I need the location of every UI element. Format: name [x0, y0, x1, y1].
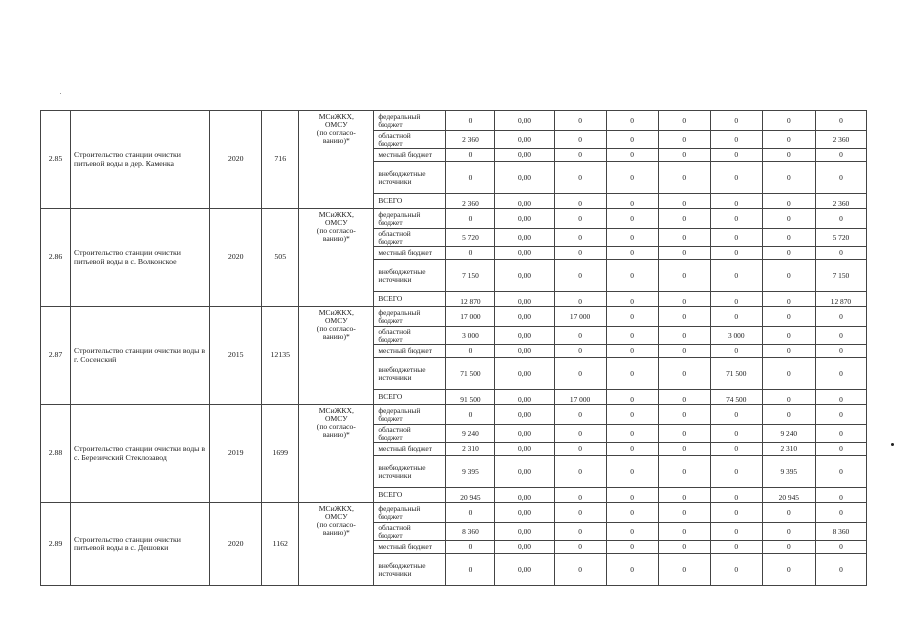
funding-value: 0 [606, 194, 658, 209]
funding-value: 0 [554, 194, 606, 209]
funding-value: 0 [446, 345, 495, 358]
funding-value: 0 [446, 247, 495, 260]
funding-value: 0 [815, 327, 866, 345]
funding-value: 0,00 [495, 131, 554, 149]
funding-value: 17 000 [554, 390, 606, 405]
table-row [41, 307, 867, 327]
item-number: 2.86 [41, 209, 71, 307]
funding-value: 0 [762, 554, 815, 586]
funding-value: 0 [710, 523, 762, 541]
funding-source-label: внебюджетные источники [374, 358, 446, 390]
funding-value: 0 [762, 111, 815, 131]
item-executor: МСиЖКХ, ОМСУ (по согласо- ванию)* [299, 307, 374, 405]
funding-value: 0 [762, 523, 815, 541]
funding-value: 0 [606, 541, 658, 554]
funding-value: 0 [658, 111, 710, 131]
funding-value: 0 [446, 162, 495, 194]
funding-value: 0 [658, 131, 710, 149]
funding-value: 0 [606, 162, 658, 194]
funding-value: 0 [446, 541, 495, 554]
funding-value: 0 [658, 292, 710, 307]
funding-value: 0 [710, 111, 762, 131]
funding-value: 0 [815, 209, 866, 229]
item-number: 2.88 [41, 405, 71, 503]
item-name: Строительство станции очистки питьевой воды в с. Волконское [71, 209, 210, 307]
funding-value: 0 [710, 247, 762, 260]
funding-source-label: федеральный бюджет [374, 405, 446, 425]
funding-source-label: областной бюджет [374, 229, 446, 247]
funding-value: 0 [658, 209, 710, 229]
funding-value: 0 [658, 307, 710, 327]
funding-source-label: ВСЕГО [374, 488, 446, 503]
funding-value: 0 [658, 345, 710, 358]
funding-value: 0 [554, 111, 606, 131]
item-name: Строительство станции очистки питьевой воды в дер. Каменка [71, 111, 210, 209]
funding-value: 0 [710, 443, 762, 456]
funding-value: 0 [815, 390, 866, 405]
item-executor: МСиЖКХ, ОМСУ (по согласо- ванию)* [299, 405, 374, 503]
funding-value: 0 [554, 456, 606, 488]
funding-value: 0 [554, 503, 606, 523]
funding-value: 0 [762, 229, 815, 247]
funding-value: 0 [762, 209, 815, 229]
funding-value: 9 395 [762, 456, 815, 488]
item-year: 2020 [210, 209, 262, 307]
funding-value: 0 [710, 292, 762, 307]
funding-value: 0 [606, 131, 658, 149]
funding-value: 0 [446, 111, 495, 131]
funding-value: 0 [710, 162, 762, 194]
funding-value: 0 [762, 131, 815, 149]
funding-value: 0,00 [495, 327, 554, 345]
funding-value: 0 [658, 443, 710, 456]
funding-value: 2 360 [446, 194, 495, 209]
funding-value: 0 [710, 345, 762, 358]
item-capacity: 505 [262, 209, 299, 307]
funding-value: 0 [554, 247, 606, 260]
funding-value: 0 [815, 307, 866, 327]
item-number: 2.87 [41, 307, 71, 405]
item-capacity: 1162 [262, 503, 299, 586]
funding-value: 0 [815, 488, 866, 503]
funding-value: 2 310 [762, 443, 815, 456]
funding-value: 0 [554, 149, 606, 162]
funding-value: 0,00 [495, 503, 554, 523]
funding-value: 7 150 [446, 260, 495, 292]
funding-value: 0 [710, 149, 762, 162]
funding-value: 0 [446, 209, 495, 229]
funding-value: 0 [658, 162, 710, 194]
funding-source-label: внебюджетные источники [374, 456, 446, 488]
funding-value: 0 [762, 541, 815, 554]
funding-value: 0 [815, 503, 866, 523]
item-executor: МСиЖКХ, ОМСУ (по согласо- ванию)* [299, 111, 374, 209]
funding-value: 17 000 [446, 307, 495, 327]
funding-value: 0 [554, 541, 606, 554]
funding-value: 0 [658, 523, 710, 541]
funding-value: 0 [658, 194, 710, 209]
funding-value: 7 150 [815, 260, 866, 292]
funding-value: 2 360 [815, 194, 866, 209]
funding-value: 0,00 [495, 554, 554, 586]
funding-value: 0 [554, 405, 606, 425]
item-capacity: 1699 [262, 405, 299, 503]
funding-value: 0,00 [495, 488, 554, 503]
funding-value: 0,00 [495, 162, 554, 194]
funding-value: 0 [606, 260, 658, 292]
funding-source-label: местный бюджет [374, 541, 446, 554]
funding-value: 0 [658, 554, 710, 586]
item-year: 2019 [210, 405, 262, 503]
funding-value: 0 [710, 456, 762, 488]
funding-value: 0 [554, 443, 606, 456]
item-executor: МСиЖКХ, ОМСУ (по согласо- ванию)* [299, 503, 374, 586]
funding-value: 17 000 [554, 307, 606, 327]
funding-value: 0 [710, 307, 762, 327]
funding-value: 0 [606, 405, 658, 425]
funding-source-label: местный бюджет [374, 345, 446, 358]
funding-source-label: местный бюджет [374, 149, 446, 162]
funding-value: 0 [762, 260, 815, 292]
funding-value: 0 [710, 260, 762, 292]
funding-value: 0 [762, 292, 815, 307]
funding-value: 0 [658, 405, 710, 425]
scan-speck [891, 443, 894, 446]
funding-value: 0 [658, 390, 710, 405]
funding-source-label: ВСЕГО [374, 390, 446, 405]
funding-value: 0 [606, 456, 658, 488]
funding-value: 0 [658, 488, 710, 503]
funding-value: 0 [606, 358, 658, 390]
funding-value: 0,00 [495, 194, 554, 209]
item-capacity: 716 [262, 111, 299, 209]
table-body [41, 111, 867, 586]
funding-value: 0 [815, 443, 866, 456]
funding-value: 0 [606, 229, 658, 247]
funding-value: 0,00 [495, 292, 554, 307]
funding-value: 0,00 [495, 541, 554, 554]
funding-value: 0 [710, 209, 762, 229]
table-row [41, 209, 867, 229]
funding-value: 2 310 [446, 443, 495, 456]
funding-value: 0 [762, 345, 815, 358]
funding-value: 0 [710, 541, 762, 554]
funding-value: 0 [554, 345, 606, 358]
funding-value: 9 240 [762, 425, 815, 443]
funding-source-label: ВСЕГО [374, 194, 446, 209]
funding-value: 2 360 [815, 131, 866, 149]
item-number: 2.89 [41, 503, 71, 586]
funding-value: 0 [762, 194, 815, 209]
funding-source-label: ВСЕГО [374, 292, 446, 307]
funding-value: 0 [815, 405, 866, 425]
item-year: 2020 [210, 503, 262, 586]
funding-value: 0 [658, 327, 710, 345]
funding-source-label: федеральный бюджет [374, 503, 446, 523]
funding-value: 0 [606, 327, 658, 345]
funding-value: 0 [554, 209, 606, 229]
funding-source-label: областной бюджет [374, 131, 446, 149]
funding-value: 0 [446, 503, 495, 523]
funding-value: 0 [710, 229, 762, 247]
funding-value: 0 [762, 390, 815, 405]
funding-value: 0 [658, 149, 710, 162]
funding-source-label: областной бюджет [374, 523, 446, 541]
funding-value: 0 [554, 554, 606, 586]
funding-value: 0 [554, 162, 606, 194]
funding-value: 0 [658, 260, 710, 292]
funding-value: 0 [554, 131, 606, 149]
funding-value: 0,00 [495, 260, 554, 292]
funding-value: 0 [658, 456, 710, 488]
funding-value: 71 500 [446, 358, 495, 390]
funding-value: 0 [606, 111, 658, 131]
funding-value: 0 [658, 229, 710, 247]
funding-value: 0 [710, 503, 762, 523]
funding-value: 0 [710, 131, 762, 149]
funding-value: 0 [658, 541, 710, 554]
funding-source-label: федеральный бюджет [374, 209, 446, 229]
funding-value: 0 [554, 523, 606, 541]
funding-value: 0 [554, 327, 606, 345]
funding-value: 0 [446, 405, 495, 425]
funding-value: 0 [815, 541, 866, 554]
funding-value: 0 [762, 327, 815, 345]
funding-value: 0 [606, 443, 658, 456]
table-row [41, 503, 867, 523]
funding-value: 0 [762, 503, 815, 523]
funding-value: 0 [606, 307, 658, 327]
item-name: Строительство станции очистки воды в с. Березичский Стеклозавод [71, 405, 210, 503]
funding-value: 91 500 [446, 390, 495, 405]
funding-value: 0,00 [495, 456, 554, 488]
funding-value: 0 [762, 149, 815, 162]
funding-value: 0 [606, 345, 658, 358]
funding-value: 0 [815, 149, 866, 162]
item-name: Строительство станции очистки воды в г. Сосенский [71, 307, 210, 405]
funding-value: 0 [658, 503, 710, 523]
funding-value: 0 [815, 247, 866, 260]
funding-value: 0 [762, 307, 815, 327]
funding-value: 0,00 [495, 111, 554, 131]
funding-value: 0 [710, 194, 762, 209]
funding-value: 0 [606, 247, 658, 260]
funding-value: 0 [815, 425, 866, 443]
item-executor: МСиЖКХ, ОМСУ (по согласо- ванию)* [299, 209, 374, 307]
funding-value: 0,00 [495, 149, 554, 162]
funding-value: 0 [815, 345, 866, 358]
funding-value: 0 [762, 247, 815, 260]
funding-value: 71 500 [710, 358, 762, 390]
item-year: 2020 [210, 111, 262, 209]
funding-value: 0 [606, 425, 658, 443]
item-capacity: 12135 [262, 307, 299, 405]
funding-value: 0 [658, 247, 710, 260]
funding-source-label: внебюджетные источники [374, 260, 446, 292]
funding-value: 20 945 [446, 488, 495, 503]
funding-value: 0 [606, 209, 658, 229]
funding-value: 0 [606, 390, 658, 405]
funding-value: 0 [606, 292, 658, 307]
funding-value: 0,00 [495, 345, 554, 358]
funding-value: 0 [658, 358, 710, 390]
funding-value: 12 870 [446, 292, 495, 307]
table-row [41, 111, 867, 131]
funding-value: 0,00 [495, 209, 554, 229]
funding-value: 0 [554, 358, 606, 390]
funding-source-label: местный бюджет [374, 247, 446, 260]
funding-value: 0 [554, 260, 606, 292]
funding-value: 0,00 [495, 247, 554, 260]
funding-value: 0 [446, 554, 495, 586]
funding-source-label: внебюджетные источники [374, 162, 446, 194]
funding-value: 0 [815, 456, 866, 488]
funding-value: 0,00 [495, 229, 554, 247]
item-year: 2015 [210, 307, 262, 405]
funding-value: 0 [815, 111, 866, 131]
funding-value: 3 000 [710, 327, 762, 345]
funding-value: 8 360 [815, 523, 866, 541]
funding-value: 0 [554, 488, 606, 503]
funding-value: 20 945 [762, 488, 815, 503]
funding-value: 5 720 [815, 229, 866, 247]
funding-value: 0,00 [495, 390, 554, 405]
funding-value: 9 240 [446, 425, 495, 443]
table-row [41, 405, 867, 425]
funding-value: 0 [710, 425, 762, 443]
funding-value: 0,00 [495, 405, 554, 425]
funding-value: 0 [710, 488, 762, 503]
funding-value: 5 720 [446, 229, 495, 247]
item-number: 2.85 [41, 111, 71, 209]
funding-value: 0,00 [495, 425, 554, 443]
funding-value: 12 870 [815, 292, 866, 307]
funding-value: 3 000 [446, 327, 495, 345]
funding-value: 0 [815, 358, 866, 390]
funding-value: 0 [554, 292, 606, 307]
funding-table [40, 110, 867, 586]
funding-value: 0 [446, 149, 495, 162]
funding-value: 0 [606, 554, 658, 586]
funding-value: 0 [762, 162, 815, 194]
funding-value: 74 500 [710, 390, 762, 405]
funding-value: 0 [762, 405, 815, 425]
funding-value: 0 [815, 554, 866, 586]
funding-value: 0 [815, 162, 866, 194]
funding-source-label: федеральный бюджет [374, 307, 446, 327]
funding-source-label: областной бюджет [374, 327, 446, 345]
funding-value: 0 [606, 488, 658, 503]
funding-source-label: федеральный бюджет [374, 111, 446, 131]
scan-speck [60, 93, 61, 94]
funding-value: 0 [554, 229, 606, 247]
funding-value: 9 395 [446, 456, 495, 488]
funding-value: 0 [606, 523, 658, 541]
funding-source-label: областной бюджет [374, 425, 446, 443]
funding-value: 0 [762, 358, 815, 390]
funding-value: 0 [606, 149, 658, 162]
funding-value: 0,00 [495, 443, 554, 456]
funding-value: 0 [606, 503, 658, 523]
funding-value: 2 360 [446, 131, 495, 149]
funding-value: 0,00 [495, 307, 554, 327]
item-name: Строительство станции очистки питьевой воды в с. Дешовки [71, 503, 210, 586]
funding-value: 0,00 [495, 523, 554, 541]
funding-value: 0,00 [495, 358, 554, 390]
funding-value: 0 [658, 425, 710, 443]
funding-value: 0 [554, 425, 606, 443]
funding-source-label: внебюджетные источники [374, 554, 446, 586]
funding-source-label: местный бюджет [374, 443, 446, 456]
funding-value: 0 [710, 554, 762, 586]
funding-value: 8 360 [446, 523, 495, 541]
funding-value: 0 [710, 405, 762, 425]
